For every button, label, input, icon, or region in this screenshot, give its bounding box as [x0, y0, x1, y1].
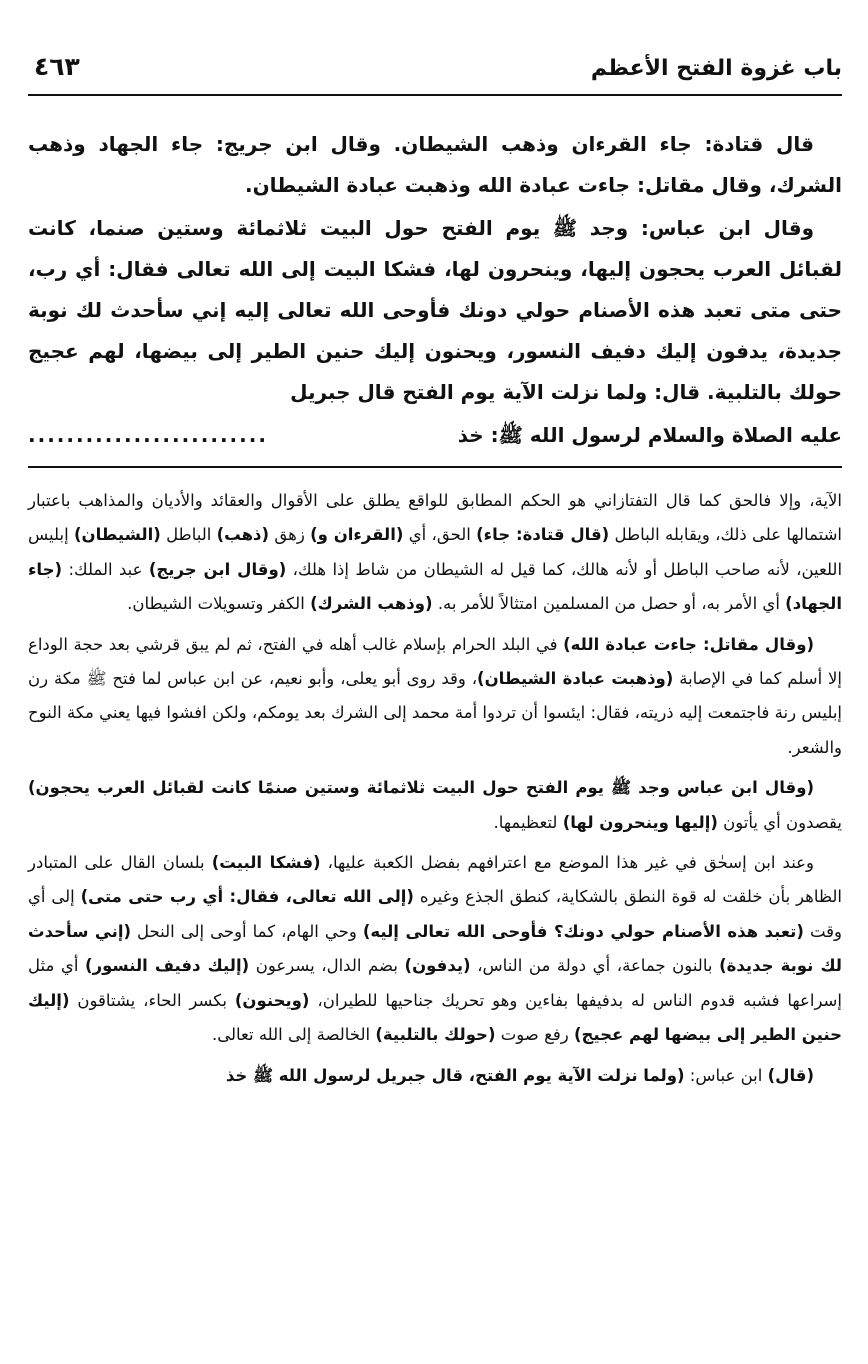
quoted-phrase: (إني سأحدث لك نوبة جديدة) [28, 921, 843, 976]
commentary-paragraph-4 [28, 846, 842, 1052]
quoted-phrase: (الشيطان) [73, 525, 161, 545]
quoted-phrase: (إليك حنين الطير إلى بيضها لهم عجيج) [28, 990, 842, 1045]
commentary [28, 484, 842, 1093]
commentary-text: بكسر الحاء، يشتاقون [77, 990, 227, 1010]
running-title: باب غزوة الفتح الأعظم [590, 56, 842, 81]
quoted-phrase: (إلى الله تعالى، فقال: أي رب حتى متى) [80, 887, 414, 907]
commentary-text: أي الأمر به، أو حصل من المسلمين امتثالاً للأمر به. [437, 594, 780, 614]
quoted-phrase: (ذهب) [216, 525, 270, 545]
commentary-text: الآية، وإلا فالحق كما قال التفتازاني هو الحكم المطابق للواقع يطلق على الأقوال والعقائد والأديان والمذاهب باعتبار اشتمالها على ذلك، ويقابله الباطل [28, 491, 843, 545]
quoted-phrase: (قال) [767, 1065, 814, 1085]
commentary-text: ابن عباس: [689, 1065, 763, 1085]
quoted-phrase: (تعبد هذه الأصنام حولي دونك؟ فأوحى الله تعالى إليه) [362, 921, 804, 941]
commentary-text: وحي الهام، كما أوحى إلى النحل [137, 921, 357, 941]
quoted-phrase: (حولك بالتلبية) [375, 1025, 496, 1045]
commentary-text: ، وقد روى أبو يعلى، وأبو نعيم، عن ابن عباس لما فتح ﷺ مكة رن إبليس رنة فاجتمعت إليه ذريته، فقال: ايئسوا أن تردوا أمة محمد إلى الشرك بعد يومكم، ولكن افشوا فيها يعني مكة النوح والشعر. [28, 669, 842, 757]
quoted-phrase: (يدفون) [404, 956, 471, 976]
main-text [28, 124, 842, 456]
quoted-phrase: (وقال مقاتل: جاءت عبادة الله) [563, 634, 815, 654]
commentary-text: الخالصة إلى الله تعالى. [211, 1025, 371, 1045]
footnote-separator [28, 466, 842, 468]
quoted-phrase: (قال قتادة: جاء) [476, 525, 610, 545]
commentary-paragraph-5 [28, 1059, 842, 1093]
commentary-text: وعند ابن إسحٰق في غير هذا الموضع مع اعترافهم بفضل الكعبة عليها، [327, 853, 814, 873]
commentary-paragraph-1 [28, 484, 842, 622]
commentary-text: بالنون جماعة، أي دولة من الناس، [477, 956, 713, 976]
page-number: ٤٦٣ [34, 52, 80, 81]
quoted-phrase: (وذهب الشرك) [310, 594, 433, 614]
commentary-text: لتعظيمها. [493, 812, 558, 832]
commentary-text: عبد الملك: [68, 559, 143, 579]
quoted-phrase: (جاء الجهاد) [28, 559, 842, 614]
page-header [28, 52, 842, 96]
quoted-phrase: (القرءان و) [310, 525, 404, 545]
commentary-paragraph-3 [28, 771, 842, 840]
commentary-text: إبليس اللعين، لأنه صاحب الباطل أو لأنه هالك، كما قيل له الشيطان من شاط إذا هلك، [28, 525, 843, 579]
continuation-dots: ......................... [28, 423, 268, 447]
commentary-text: إلى أي وقت [28, 887, 842, 941]
quoted-phrase: (ويحنون) [234, 990, 310, 1010]
quoted-phrase: (وقال ابن عباس وجد ﷺ يوم الفتح حول البيت ثلاثمائة وستين صنمًا كانت لقبائل العرب يحجون) [28, 778, 814, 798]
main-paragraph-2: وقال ابن عباس: وجد ﷺ يوم الفتح حول البيت ثلاثمائة وستين صنما، كانت لقبائل العرب يحجون إليها، وينحرون لها، فشكا البيت إلى الله تعالى فقال: أي رب، حتى متى تعبد هذه الأصنام حولي دونك فأوحى الله تعالى إليه إني سأحدث لك نوبة جديدة، يدفون إليك دفيف النسور، ويحنون إليك حنين الطير إلى بيضها، لهم عجيج حولك بالتلبية. قال: ولما نزلت الآية يوم الفتح قال جبريل [28, 216, 842, 404]
main-paragraph-3-text: عليه الصلاة والسلام لرسول الله ﷺ: خذ [457, 423, 842, 447]
commentary-text: رفع صوت [500, 1025, 569, 1045]
commentary-text: زهق [274, 525, 305, 545]
commentary-text: أي مثل إسراعها فشبه قدوم الناس له بدفيفها بفاءين وهو تحريك جناحيها للطيران، [28, 956, 842, 1010]
commentary-text: الباطل [166, 525, 212, 545]
quoted-phrase: (فشكا البيت) [211, 853, 321, 873]
commentary-text: الحق، أي [408, 525, 471, 545]
commentary-text: بضم الدال، يسرعون [255, 956, 398, 976]
quoted-phrase: (إليها وينحرون لها) [562, 812, 718, 832]
commentary-paragraph-2 [28, 628, 842, 766]
main-paragraph-3 [28, 415, 842, 456]
commentary-text: في البلد الحرام بإسلام غالب أهله في الفتح، ثم لم يبق قرشي بعد حجة الوداع إلا أسلم كما في الإصابة [28, 634, 843, 689]
commentary-text: يقصدون أي يأتون [723, 812, 842, 832]
commentary-text: بلسان القال على المتبادر الظاهر بأن خلقت له قوة النطق بالشكاية، كنطق الجذع وغيره [28, 853, 843, 907]
quoted-phrase: (إليك دفيف النسور) [85, 956, 250, 976]
quoted-phrase: (وذهبت عبادة الشيطان) [477, 669, 674, 689]
quoted-phrase: (ولما نزلت الآية يوم الفتح، قال جبريل لرسول الله ﷺ خذ [225, 1065, 685, 1085]
quoted-phrase: (وقال ابن جريج) [148, 559, 287, 579]
commentary-text: الكفر وتسويلات الشيطان. [127, 594, 305, 614]
main-paragraph-1: قال قتادة: جاء القرءان وذهب الشيطان. وقال ابن جريج: جاء الجهاد وذهب الشرك، وقال مقاتل: جاءت عبادة الله وذهبت عبادة الشيطان. [28, 132, 842, 197]
